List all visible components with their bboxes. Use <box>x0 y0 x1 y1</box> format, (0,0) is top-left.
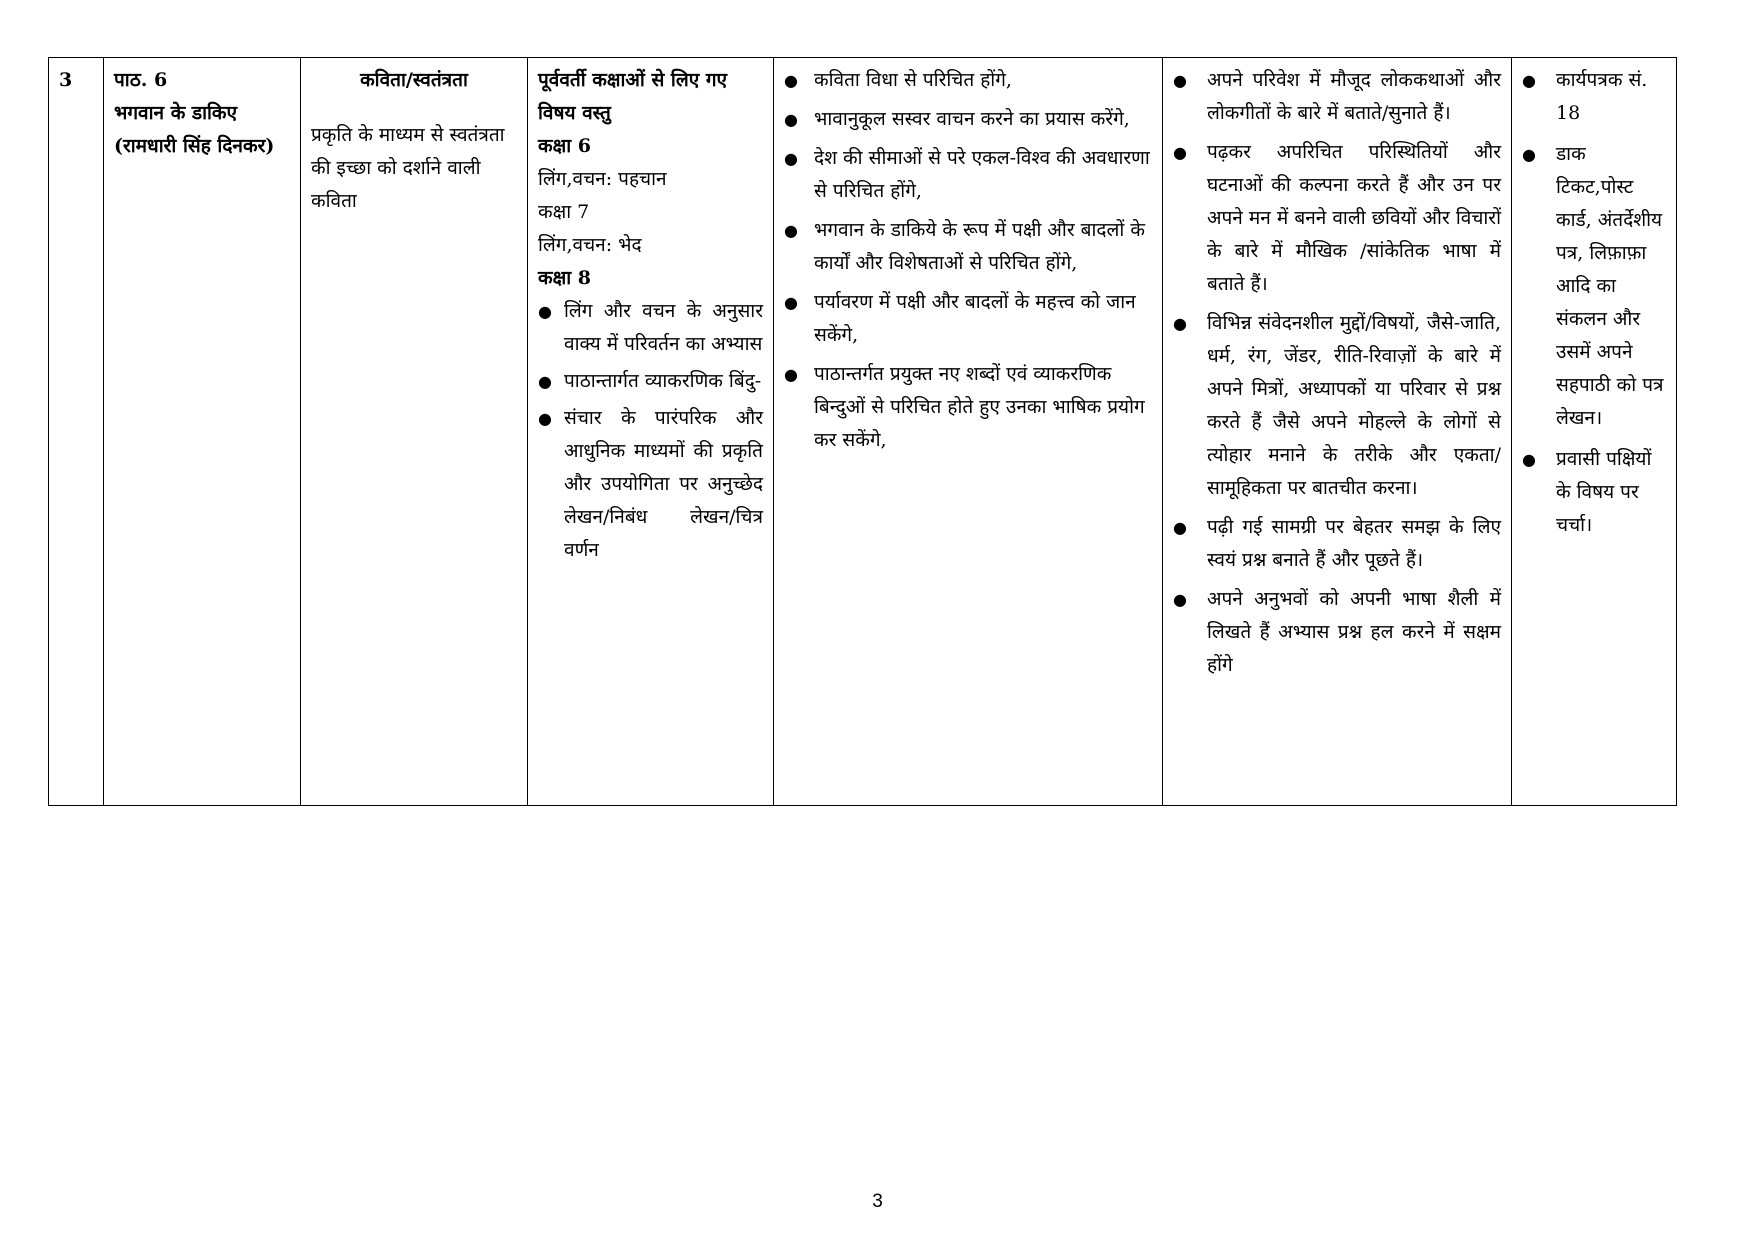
list-item: ● पढ़ी गई सामग्री पर बेहतर समझ के लिए स्वयं प्रश्न बनाते हैं और पूछते हैं। <box>1173 511 1501 577</box>
list-item: ● विभिन्न संवेदनशील मुद्दों/विषयों, जैसे-जाति, धर्म, रंग, जेंडर, रीति-रिवाज़ों के बारे में अपने मित्रों, अध्यापकों या परिवार से प्रश्न करते हैं जैसे अपने मोहल्ले के लोगों से त्योहार मनाने के तरीके और एकता/सामूहिकता पर बातचीत करना। <box>1173 307 1501 505</box>
row-number: 3 <box>59 69 73 91</box>
list-item: ● अपने अनुभवों को अपनी भाषा शैली में लिखते हैं अभ्यास प्रश्न हल करने में सक्षम होंगे <box>1173 583 1501 682</box>
lesson-code: पाठ. 6 <box>114 69 168 91</box>
class7-text: लिंग,वचन: भेद <box>538 234 642 256</box>
genre-description: प्रकृति के माध्यम से स्वतंत्रता की इच्छा को दर्शाने वाली कविता <box>311 124 505 212</box>
list-item: ● देश की सीमाओं से परे एकल-विश्व की अवधारणा से परिचित होंगे, <box>784 142 1152 208</box>
prior-content-heading: पूर्ववर्ती कक्षाओं से लिए गए विषय वस्तु <box>538 69 728 124</box>
list-item: ● प्रवासी पक्षियों के विषय पर चर्चा। <box>1522 443 1666 542</box>
list-item: ● पाठान्तर्गत प्रयुक्त नए शब्दों एवं व्याकरणिक बिन्दुओं से परिचित होते हुए उनका भाषिक प्रयोग कर सकेंगे, <box>784 358 1152 457</box>
list-item: ● पाठान्तार्गत व्याकरणिक बिंदु- <box>538 365 763 398</box>
activities-cell <box>1512 58 1677 806</box>
class8-label: कक्षा 8 <box>538 267 591 289</box>
lesson-title: भगवान के डाकिए <box>114 102 238 124</box>
list-item: ● डाक टिकट,पोस्ट कार्ड, अंतर्देशीय पत्र, लिफ़ाफ़ा आदि का संकलन और उसमें अपने सहपाठी को पत्र लेखन। <box>1522 138 1666 435</box>
page-number: 3 <box>872 1191 883 1212</box>
prior-content-cell <box>528 58 774 806</box>
list-item: ● कविता विधा से परिचित होंगे, <box>784 64 1152 97</box>
list-item: ● पर्यावरण में पक्षी और बादलों के महत्त्व को जान सकेंगे, <box>784 286 1152 352</box>
genre-cell <box>301 58 528 806</box>
learning-objectives-cell <box>774 58 1163 806</box>
lesson-author: (रामधारी सिंह दिनकर) <box>114 135 275 157</box>
list-item: ● भगवान के डाकिये के रूप में पक्षी और बादलों के कार्यों और विशेषताओं से परिचित होंगे, <box>784 214 1152 280</box>
list-item: ● अपने परिवेश में मौजूद लोककथाओं और लोकगीतों के बारे में बताते/सुनाते हैं। <box>1173 64 1501 130</box>
row-number-cell <box>49 58 104 806</box>
activities-list <box>1522 64 1666 542</box>
list-item: ● लिंग और वचन के अनुसार वाक्य में परिवर्तन का अभ्यास <box>538 295 763 361</box>
genre-heading: कविता/स्वतंत्रता <box>360 69 468 91</box>
list-item: ● भावानुकूल सस्वर वाचन करने का प्रयास करेंगे, <box>784 103 1152 136</box>
lesson-cell <box>104 58 301 806</box>
table-row <box>49 58 1677 806</box>
learning-outcomes-cell <box>1163 58 1512 806</box>
list-item: ● पढ़कर अपरिचित परिस्थितियों और घटनाओं की कल्पना करते हैं और उन पर अपने मन में बनने वाली छवियों और विचारों के बारे में मौखिक /सांकेतिक भाषा में बताते हैं। <box>1173 136 1501 301</box>
curriculum-table <box>48 57 1677 806</box>
class6-text: लिंग,वचन: पहचान <box>538 168 667 190</box>
list-item: ● संचार के पारंपरिक और आधुनिक माध्यमों की प्रकृति और उपयोगिता पर अनुच्छेद लेखन/निबंध लेखन/चित्र वर्णन <box>538 402 763 567</box>
learning-outcomes-list <box>1173 64 1501 682</box>
list-item: ● कार्यपत्रक सं. 18 <box>1522 64 1666 130</box>
class7-label: कक्षा 7 <box>538 201 590 223</box>
class8-list <box>538 295 763 567</box>
class6-label: कक्षा 6 <box>538 135 591 157</box>
learning-objectives-list <box>784 64 1152 457</box>
